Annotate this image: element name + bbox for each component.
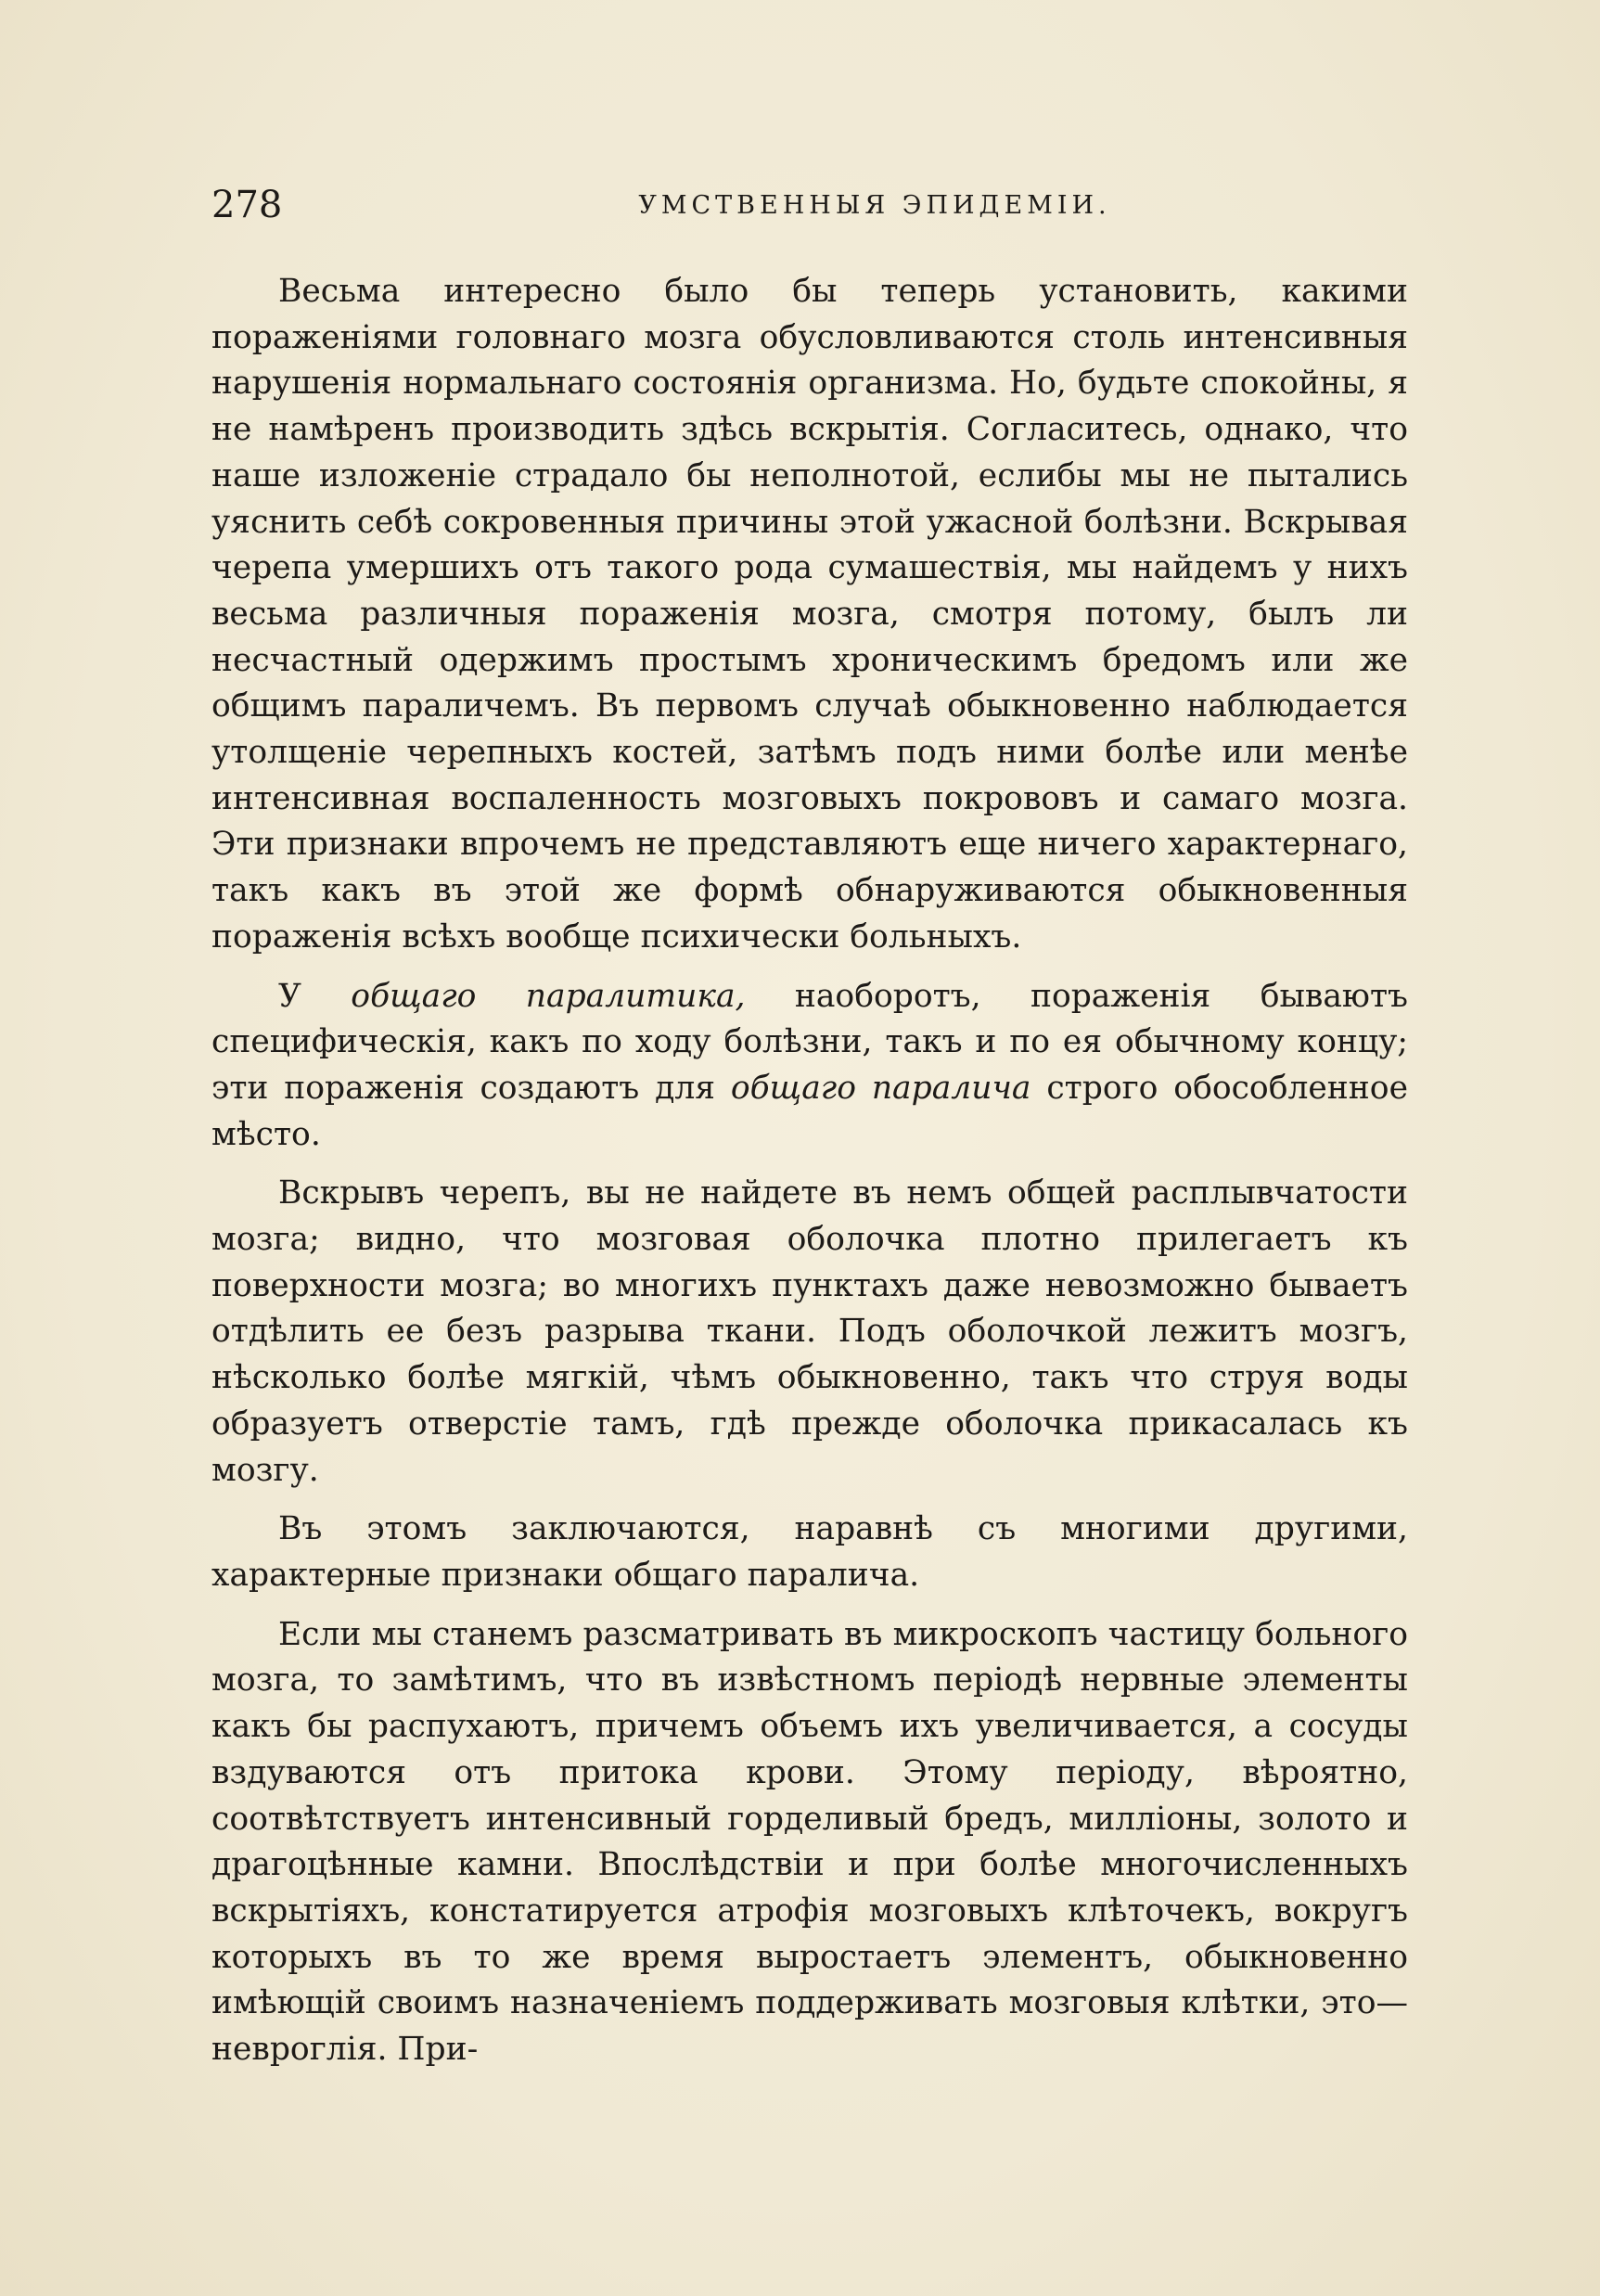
page-header <box>211 182 1417 228</box>
paragraph-2-text-b: наоборотъ, пораженія бываютъ специфическія, какъ по ходу болѣзни, такъ и по ея обычному концу; эти пораженія создаютъ для <box>211 977 1408 1107</box>
paragraph-4: Въ этомъ заключаются, наравнѣ съ многими другими, характерные признаки общаго паралича. <box>211 1510 1408 1594</box>
paragraph-5: Если мы станемъ разсматривать въ микроскопъ частицу больного мозга, то замѣтимъ, что въ извѣстномъ періодѣ нервные элементы какъ бы распухаютъ, причемъ объемъ ихъ увеличивается, а сосуды вздуваются отъ притока крови. Этому періоду, вѣроятно, соотвѣтствуетъ интенсивный горделивый бредъ, милліоны, золото и драгоцѣнные камни. Впослѣдствіи и при болѣе многочисленныхъ вскрытіяхъ, констатируется атрофія мозговыхъ клѣточекъ, вокругъ которыхъ въ то же время выростаетъ элементъ, обыкновенно имѣющій своимъ назначеніемъ поддерживать мозговыя клѣтки, это—невроглія. При- <box>211 1615 1408 2069</box>
running-title: УМСТВЕННЫЯ ЭПИДЕМІИ. <box>638 191 1111 220</box>
paragraph-2-text-c: строго обособленное мѣсто. <box>211 1069 1408 1153</box>
paragraph-2 <box>211 974 1408 1159</box>
paragraph-2-text-a: У <box>278 977 352 1015</box>
body-text <box>211 269 1408 2086</box>
paragraph-2-emphasis-2: общаго паралича <box>730 1069 1031 1107</box>
page-number: 278 <box>211 184 283 226</box>
paragraph-1: Весьма интересно было бы теперь установить, какими пораженіями головнаго мозга обусловливаются столь интенсивныя нарушенія нормальнаго состоянія организма. Но, будьте спокойны, я не намѣренъ производить здѣсь вскрытія. Согласитесь, однако, что наше изложеніе страдало бы неполнотой, еслибы мы не пытались уяснить себѣ сокровенныя причины этой ужасной болѣзни. Вскрывая черепа умершихъ отъ такого рода сумашествія, мы найдемъ у нихъ весьма различныя пораженія мозга, смотря потому, былъ ли несчастный одержимъ простымъ хроническимъ бредомъ или же общимъ параличемъ. Въ первомъ случаѣ обыкновенно наблюдается утолщеніе черепныхъ костей, затѣмъ подъ ними болѣе или менѣе интенсивная воспаленность мозговыхъ покрововъ и самаго мозга. Эти признаки впрочемъ не представляютъ еще ничего характернаго, такъ какъ въ этой же формѣ обнаруживаются обыкновенныя пораженія всѣхъ вообще психически больныхъ. <box>211 273 1408 956</box>
paragraph-3: Вскрывъ черепъ, вы не найдете въ немъ общей расплывчатости мозга; видно, что мозговая оболочка плотно прилегаетъ къ поверхности мозга; во многихъ пунктахъ даже невозможно бываетъ отдѣлить ее безъ разрыва ткани. Подъ оболочкой лежитъ мозгъ, нѣсколько болѣе мягкій, чѣмъ обыкновенно, такъ что струя воды образуетъ отверстіе тамъ, гдѣ прежде оболочка прикасалась къ мозгу. <box>211 1174 1408 1489</box>
paragraph-2-emphasis-1: общаго паралитика, <box>351 977 746 1015</box>
